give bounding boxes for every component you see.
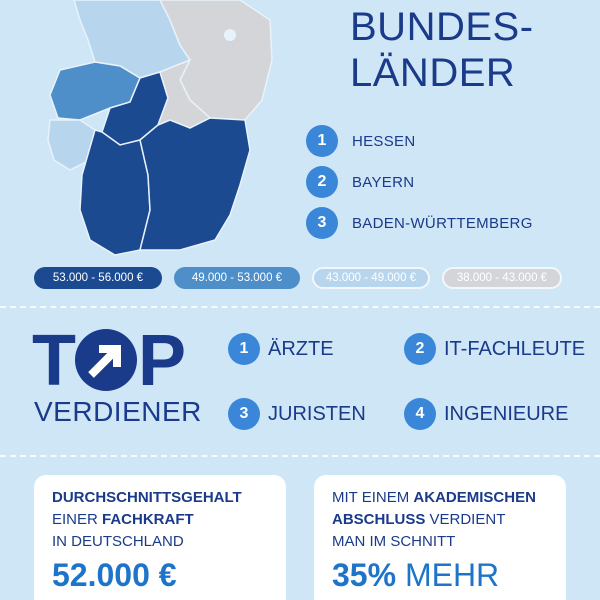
legend-pill-tier3: 43.000 - 49.000 € [312,267,430,289]
map-city-berlin [224,29,236,41]
legend-pill-tier4: 38.000 - 43.000 € [442,267,562,289]
rank-label: BADEN-WÜRTTEMBERG [352,214,533,232]
average-salary-card [34,475,286,600]
title-line-2: LÄNDER [350,51,516,95]
academic-premium-card [314,475,566,600]
divider [0,306,600,308]
card-text-bold: FACHKRAFT [102,511,194,528]
academic-premium-value [332,557,499,594]
top-item-label: IT-FACHLEUTE [444,337,586,360]
rank-item-3 [306,206,533,240]
top-letter-p: P [137,321,185,401]
card-text-bold: DURCHSCHNITTSGEHALT [52,489,242,506]
rank-item-1 [306,124,533,158]
germany-map [40,0,300,260]
top-number-badge: 3 [228,398,260,430]
card-description [52,487,242,553]
rank-label: BAYERN [352,173,415,191]
top-item-3 [228,398,366,430]
legend-pill-tier2: 49.000 - 53.000 € [174,267,300,289]
card-text: MAN IM SCHNITT [332,533,456,550]
card-description [332,487,536,553]
divider [0,455,600,457]
top-number-badge: 1 [228,333,260,365]
top-letter-t: T [32,321,74,401]
card-text: IN DEUTSCHLAND [52,533,184,550]
top-number-badge: 4 [404,398,436,430]
rank-number-badge: 1 [306,125,338,157]
map-region-bayern [140,118,250,250]
card-text: VERDIENT [425,511,506,528]
top-item-1 [228,333,334,365]
title-line-1: BUNDES- [350,5,534,49]
card-text-bold: ABSCHLUSS [332,511,426,528]
state-ranking [306,124,533,247]
page-title [350,4,534,96]
salary-legend [34,267,562,289]
top-item-4 [404,398,568,430]
top-item-label: JURISTEN [268,402,366,425]
map-region-bw [80,130,150,255]
top-heading [32,321,185,401]
rank-item-2 [306,165,533,199]
rank-number-badge: 2 [306,166,338,198]
card-text: MIT EINEM [332,489,414,506]
top-item-label: ÄRZTE [268,337,334,360]
top-number-badge: 2 [404,333,436,365]
top-item-2 [404,333,585,365]
legend-pill-tier1: 53.000 - 56.000 € [34,267,162,289]
average-salary-value: 52.000 € [52,557,177,593]
top-item-label: INGENIEURE [444,402,569,425]
top-subtitle: VERDIENER [34,396,202,427]
premium-percent: 35% [332,557,397,593]
card-text: EINER [52,511,103,528]
card-text-bold: AKADEMISCHEN [413,489,536,506]
arrow-up-right-icon [75,329,137,391]
rank-number-badge: 3 [306,207,338,239]
rank-label: HESSEN [352,132,416,150]
premium-word: MEHR [396,557,500,593]
